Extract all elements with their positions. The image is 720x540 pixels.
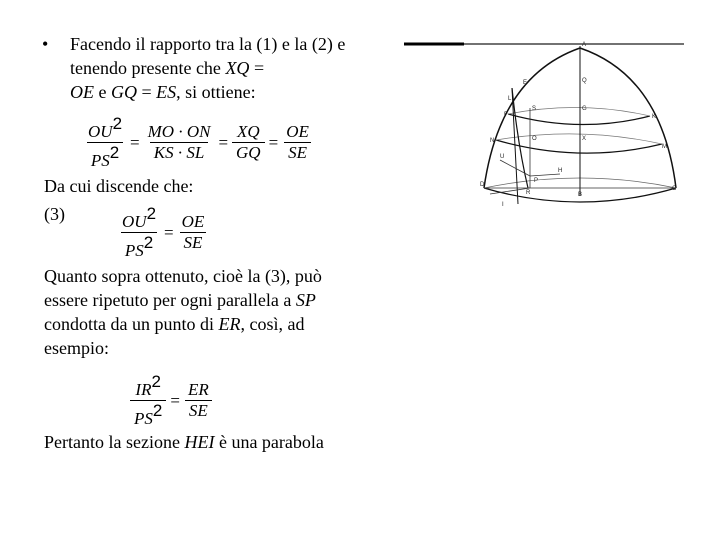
conclusion-part2: è una parabola: [214, 432, 324, 452]
label-x: X: [582, 136, 587, 142]
section-ellipse-fk-back: [508, 107, 650, 116]
equals-sign: =: [268, 132, 279, 152]
conclusion-part1: Pertanto la sezione: [44, 432, 185, 452]
paragraph-part1: Quanto sopra ottenuto, cioè la (3), può essere ripetuto per ogni parallela a: [44, 266, 322, 310]
bullet-part2: , si ottiene:: [176, 82, 256, 102]
exponent: 2: [112, 114, 123, 133]
formula-1: [82, 114, 315, 171]
exponent: 2: [143, 233, 154, 252]
line-e-i: [512, 88, 518, 204]
bullet-paragraph: [44, 32, 364, 104]
denominator: PS: [134, 409, 153, 428]
bullet-dot: •: [42, 34, 49, 54]
label-m: M: [662, 144, 667, 150]
paragraph-repeat: [44, 264, 364, 360]
line-u: [500, 160, 530, 176]
label-k: K: [652, 114, 657, 120]
fraction-er-se: [184, 380, 213, 421]
label-a: A: [582, 42, 587, 48]
line-u-h: [530, 174, 560, 176]
exponent: 2: [146, 204, 157, 223]
var-er: ER: [218, 314, 241, 334]
numerator: OU: [122, 212, 147, 231]
equals-sign: =: [218, 132, 229, 152]
var-gq: GQ: [111, 82, 137, 102]
var-es: ES: [156, 82, 177, 102]
numerator: OU: [88, 122, 113, 141]
equation-label-3: (3): [44, 204, 65, 224]
numerator: ER: [187, 380, 209, 399]
numerator: IR: [135, 380, 152, 399]
eq-sign: =: [137, 82, 157, 102]
numerator: OE: [181, 212, 205, 231]
conclusion-text: [44, 430, 364, 454]
label-b: B: [578, 192, 583, 198]
exponent: 2: [109, 143, 120, 162]
text-discende: Da cui discende che:: [44, 176, 194, 196]
denominator: GQ: [232, 142, 265, 163]
fraction-xq-gq: [232, 122, 265, 163]
denominator: SE: [284, 142, 311, 163]
var-oe: OE: [70, 82, 94, 102]
denominator: PS: [90, 151, 110, 170]
denominator: SE: [185, 400, 212, 421]
var-hei: HEI: [184, 432, 215, 452]
numerator: OE: [286, 122, 309, 141]
formula-2: [116, 204, 210, 261]
label-n: N: [490, 138, 495, 144]
fraction-oe-se: [282, 122, 313, 163]
denominator: KS · SL: [150, 142, 209, 163]
equals-sign: =: [164, 222, 174, 242]
and-word: e: [94, 82, 111, 102]
label-r: R: [526, 190, 531, 196]
eq-sign: =: [249, 58, 265, 78]
fraction-mo-on: [144, 122, 215, 163]
bullet-part1: Facendo il rapporto tra la (1) e la (2) e tenendo presente che: [70, 34, 346, 78]
equals-sign: =: [170, 390, 180, 410]
formula-3: [128, 372, 215, 429]
bullet-text: [70, 32, 364, 104]
var-xq: XQ: [225, 58, 250, 78]
exponent: 2: [151, 372, 161, 391]
denominator: SE: [180, 232, 207, 253]
label-c: C: [672, 186, 677, 192]
label-q: Q: [582, 78, 587, 84]
paraboloid-diagram: [400, 36, 700, 226]
fraction-ou-ps: [84, 114, 126, 171]
label-u: U: [500, 154, 505, 160]
section-ellipse-nm-back: [496, 134, 662, 144]
label-d: D: [480, 182, 485, 188]
numerator: XQ: [236, 122, 260, 141]
label-o: O: [532, 136, 537, 142]
label-g: G: [582, 106, 587, 112]
denominator: PS: [124, 241, 144, 260]
numerator: MO · ON: [147, 122, 211, 141]
label-f: F: [504, 112, 508, 118]
fraction-ir-ps: [130, 372, 166, 429]
var-sp: SP: [295, 290, 316, 310]
label-h: H: [558, 168, 563, 174]
label-l: L: [508, 96, 512, 102]
equals-sign: =: [130, 132, 140, 152]
fraction-ou-ps: [118, 204, 160, 261]
exponent: 2: [152, 401, 163, 420]
paragraph-part3: , così, ad esempio:: [44, 314, 305, 358]
section-ellipse-fk: [508, 114, 650, 125]
paragraph-part2: condotta da un punto di: [44, 314, 219, 334]
label-s: S: [532, 106, 537, 112]
label-i: I: [502, 202, 504, 208]
label-e: E: [523, 80, 528, 86]
fraction-oe-se: [178, 212, 209, 253]
label-p: P: [534, 178, 539, 184]
